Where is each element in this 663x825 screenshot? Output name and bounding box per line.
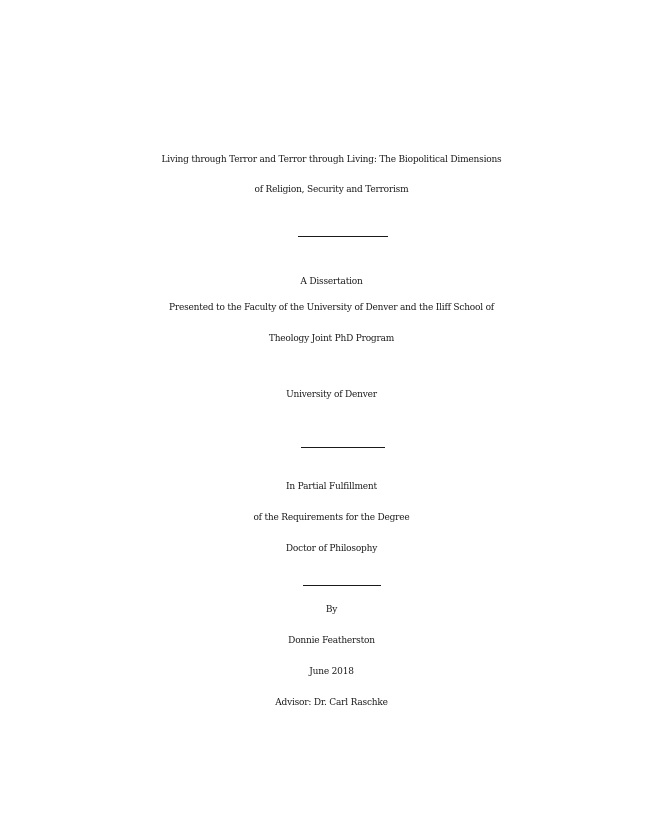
title-line-2: of Religion, Security and Terrorism (254, 185, 409, 195)
title-line-1: Living through Terror and Terror through Living: The Biopolitical Dimensions (161, 155, 502, 165)
separator-rule-2 (301, 447, 385, 448)
separator-rule-1 (298, 236, 388, 237)
fulfillment-line-1: In Partial Fulfillment (286, 482, 377, 492)
submission-line-1: A Dissertation (300, 277, 363, 287)
institution-name: University of Denver (286, 390, 377, 400)
submission-line-2: Presented to the Faculty of the University of Denver and the Iliff School of (169, 303, 494, 313)
by-label: By (325, 605, 338, 615)
separator-rule-3 (303, 585, 381, 586)
advisor-line: Advisor: Dr. Carl Raschke (275, 698, 388, 708)
degree-name: Doctor of Philosophy (285, 544, 378, 554)
author-name: Donnie Featherston (288, 636, 375, 646)
submission-date: June 2018 (309, 667, 354, 677)
fulfillment-line-2: of the Requirements for the Degree (253, 513, 410, 523)
submission-line-3: Theology Joint PhD Program (268, 334, 395, 344)
